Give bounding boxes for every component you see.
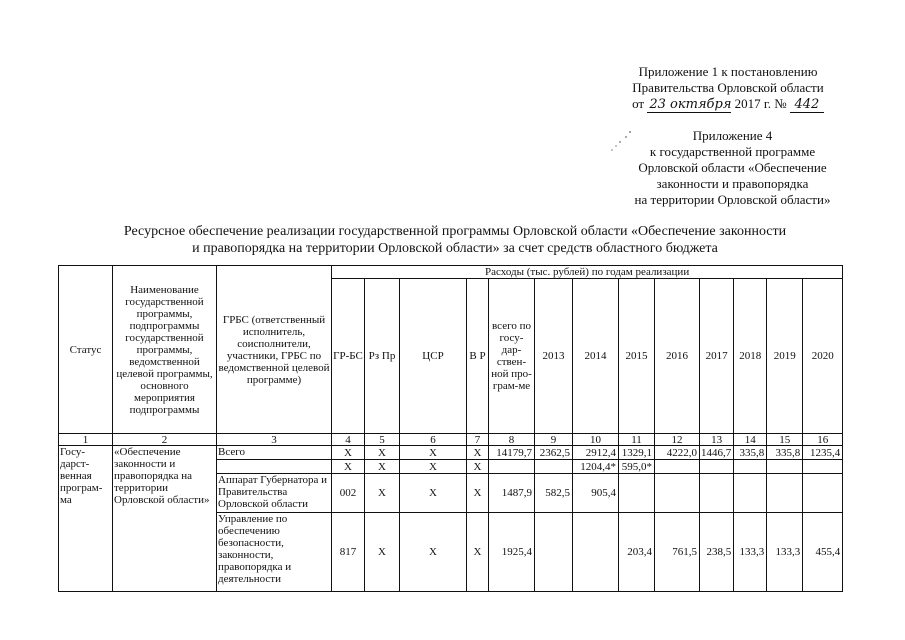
grbs-cell: Аппарат Губернатора и Правительства Орловской области <box>217 474 332 513</box>
total-cell: 14179,7 <box>489 446 535 460</box>
rzpr-cell: Х <box>365 474 400 513</box>
appendix-4-line4: законности и правопорядка <box>656 176 809 191</box>
table-row <box>59 446 843 460</box>
budget-table <box>58 265 843 592</box>
year-2014-cell: 1204,4* <box>573 460 619 474</box>
grbs-code-cell: 817 <box>332 513 365 592</box>
vr-cell: Х <box>467 474 489 513</box>
header-row-main <box>59 266 843 279</box>
year-2018-cell: 335,8 <box>734 446 767 460</box>
col-number: 1 <box>59 434 113 446</box>
appendix-1-block <box>598 64 858 113</box>
status-cell: Госу-дарст-венная програм-ма <box>59 446 113 592</box>
header-2017: 2017 <box>700 279 734 434</box>
total-cell <box>489 460 535 474</box>
rzpr-cell: Х <box>365 446 400 460</box>
appendix-4-block <box>600 128 865 208</box>
total-cell: 1925,4 <box>489 513 535 592</box>
header-2018: 2018 <box>734 279 767 434</box>
grbs-cell: Всего <box>217 446 332 460</box>
col-number: 15 <box>767 434 803 446</box>
vr-cell: Х <box>467 446 489 460</box>
header-grbs-short: ГР-БС <box>332 279 365 434</box>
rzpr-cell: Х <box>365 513 400 592</box>
year-2013-cell <box>535 513 573 592</box>
title-line1: Ресурсное обеспечение реализации государственной программы Орловской области «Обеспечение законности <box>123 224 787 239</box>
year-2019-cell: 335,8 <box>767 446 803 460</box>
header-name: Наименование государственной программы, подпрограммы государственной программы, ведомственной целевой программы, основного мероприятия подпрограммы <box>113 266 217 434</box>
header-status: Статус <box>59 266 113 434</box>
year-2017-cell: 238,5 <box>700 513 734 592</box>
grbs-code-cell: Х <box>332 460 365 474</box>
date-prefix: от <box>632 96 645 111</box>
decree-date-line <box>598 96 858 113</box>
year-2020-cell: 455,4 <box>803 513 843 592</box>
year-2020-cell <box>803 474 843 513</box>
header-2016: 2016 <box>655 279 700 434</box>
col-number: 13 <box>700 434 734 446</box>
year-2013-cell: 2362,5 <box>535 446 573 460</box>
year-2019-cell: 133,3 <box>767 513 803 592</box>
handwritten-number: 442 <box>790 98 824 113</box>
col-number: 6 <box>400 434 467 446</box>
appendix-4-line1: Приложение 4 <box>692 128 773 143</box>
col-number: 2 <box>113 434 217 446</box>
year-2020-cell <box>803 460 843 474</box>
appendix-4-line3: Орловской области «Обеспечение <box>638 160 827 175</box>
document-title <box>60 223 850 257</box>
header-2013: 2013 <box>535 279 573 434</box>
handwritten-date: 23 октября <box>649 97 732 112</box>
year-2016-cell <box>655 460 700 474</box>
year-text: 2017 г. № <box>734 96 787 111</box>
col-number: 14 <box>734 434 767 446</box>
col-number: 9 <box>535 434 573 446</box>
grbs-cell: Управление по обеспечению безопасности, законности, правопорядка и деятельности <box>217 513 332 592</box>
year-2014-cell <box>573 513 619 592</box>
vr-cell: Х <box>467 513 489 592</box>
header-2014: 2014 <box>573 279 619 434</box>
appendix-1-line2: Правительства Орловской области <box>632 80 824 95</box>
grbs-cell <box>217 460 332 474</box>
year-2018-cell <box>734 460 767 474</box>
total-cell: 1487,9 <box>489 474 535 513</box>
col-number: 11 <box>619 434 655 446</box>
col-number: 3 <box>217 434 332 446</box>
col-number: 8 <box>489 434 535 446</box>
appendix-1-line1: Приложение 1 к постановлению <box>638 64 818 79</box>
header-2020: 2020 <box>803 279 843 434</box>
csr-cell: Х <box>400 460 467 474</box>
year-2017-cell <box>700 474 734 513</box>
header-total: всего по госу-дар-ствен-ной про-грам-ме <box>489 279 535 434</box>
header-2015: 2015 <box>619 279 655 434</box>
year-2015-cell: 595,0* <box>619 460 655 474</box>
year-2015-cell <box>619 474 655 513</box>
col-number: 10 <box>573 434 619 446</box>
year-2019-cell <box>767 460 803 474</box>
header-2019: 2019 <box>767 279 803 434</box>
year-2014-cell: 905,4 <box>573 474 619 513</box>
header-grbs: ГРБС (ответственный исполнитель, соисполнители, участники, ГРБС по ведомственной целевой программе) <box>217 266 332 434</box>
year-2018-cell <box>734 474 767 513</box>
year-2013-cell <box>535 460 573 474</box>
csr-cell: Х <box>400 474 467 513</box>
year-2016-cell: 4222,0 <box>655 446 700 460</box>
appendix-4-line5: на территории Орловской области» <box>634 192 831 207</box>
year-2019-cell <box>767 474 803 513</box>
grbs-code-cell: Х <box>332 446 365 460</box>
header-rzpr: Рз Пр <box>365 279 400 434</box>
year-2016-cell: 761,5 <box>655 513 700 592</box>
year-2015-cell: 203,4 <box>619 513 655 592</box>
year-2017-cell <box>700 460 734 474</box>
header-vr: В Р <box>467 279 489 434</box>
year-2016-cell <box>655 474 700 513</box>
title-line2: и правопорядка на территории Орловской области» за счет средств областного бюджета <box>192 241 718 256</box>
csr-cell: Х <box>400 446 467 460</box>
header-expenses: Расходы (тыс. рублей) по годам реализации <box>332 266 843 279</box>
col-number: 4 <box>332 434 365 446</box>
year-2014-cell: 2912,4 <box>573 446 619 460</box>
col-number: 12 <box>655 434 700 446</box>
col-number: 5 <box>365 434 400 446</box>
header-csr: ЦСР <box>400 279 467 434</box>
appendix-4-line2: к государственной программе <box>649 144 816 159</box>
column-number-row <box>59 434 843 446</box>
csr-cell: Х <box>400 513 467 592</box>
col-number: 7 <box>467 434 489 446</box>
year-2017-cell: 1446,7 <box>700 446 734 460</box>
year-2020-cell: 1235,4 <box>803 446 843 460</box>
rzpr-cell: Х <box>365 460 400 474</box>
year-2013-cell: 582,5 <box>535 474 573 513</box>
vr-cell: Х <box>467 460 489 474</box>
year-2018-cell: 133,3 <box>734 513 767 592</box>
program-name-cell: «Обеспечение законности и правопорядка на территории Орловской области» <box>113 446 217 592</box>
year-2015-cell: 1329,1 <box>619 446 655 460</box>
grbs-code-cell: 002 <box>332 474 365 513</box>
col-number: 16 <box>803 434 843 446</box>
